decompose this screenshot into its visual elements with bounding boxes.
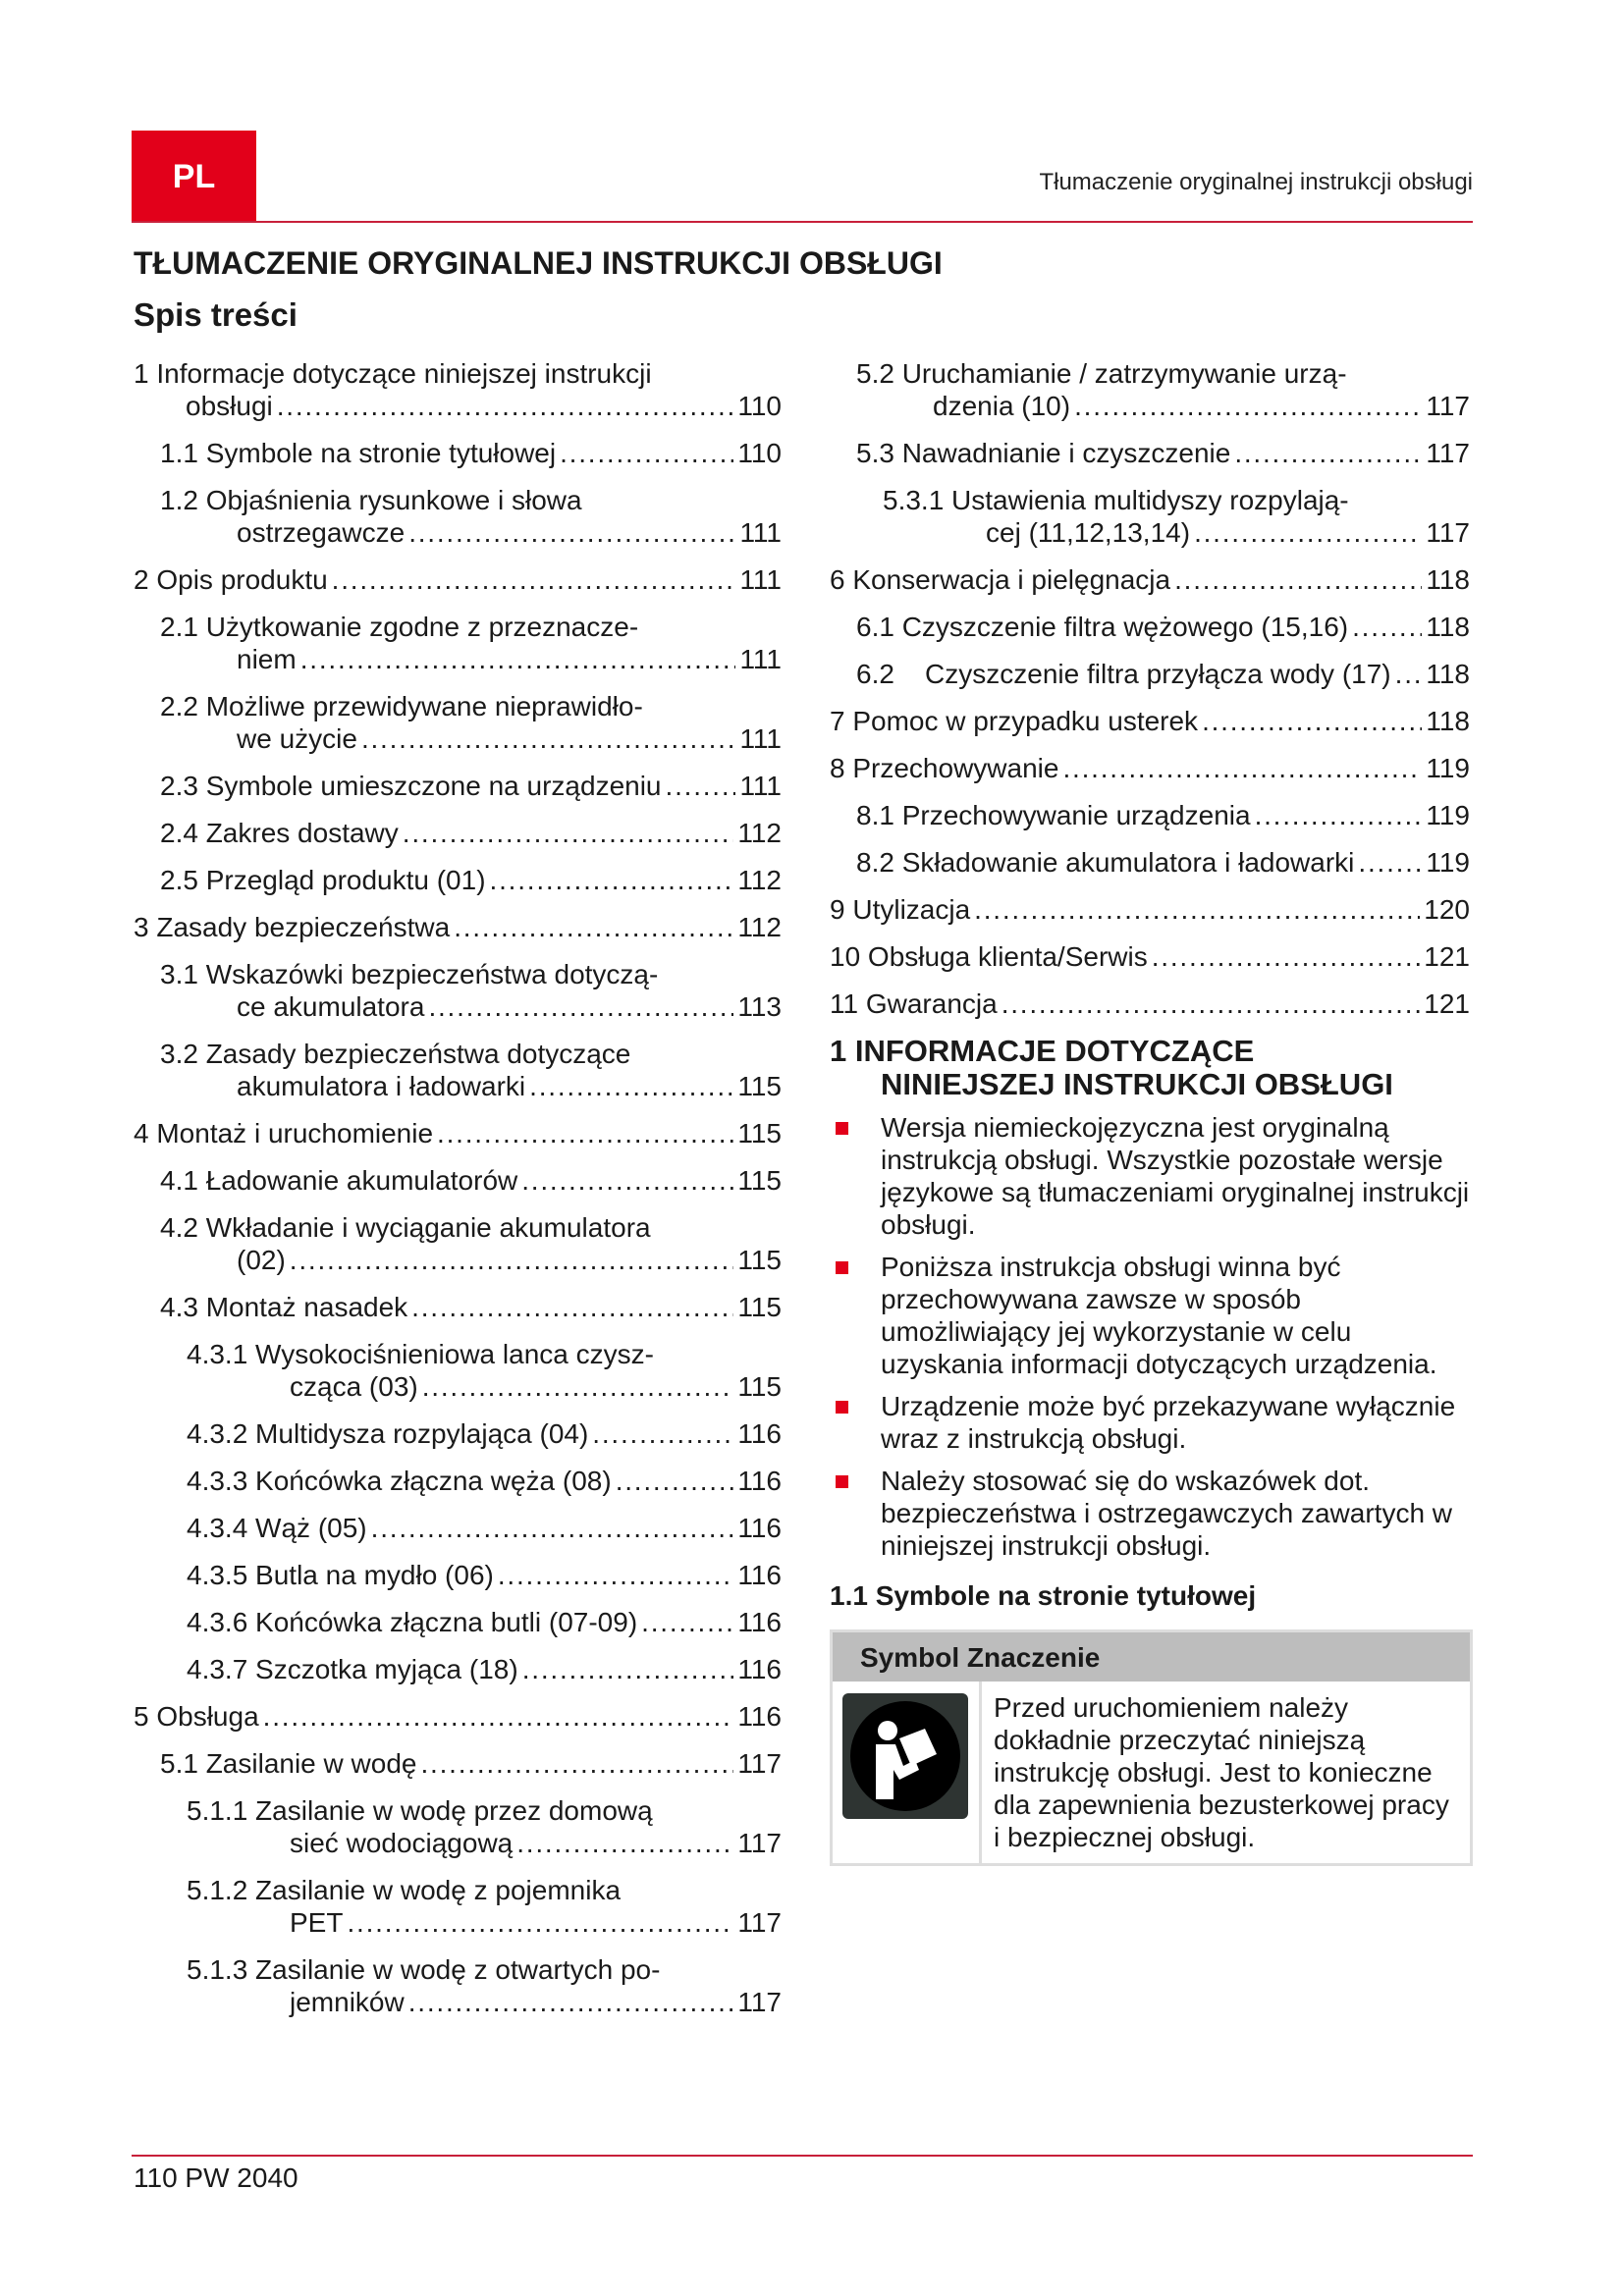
toc-title: Spis treści: [134, 296, 298, 333]
toc-entry-text: 11 Gwarancja: [830, 988, 998, 1019]
toc-entry[interactable]: [134, 1211, 782, 1276]
toc-page-number: 112: [737, 912, 782, 942]
toc-entry-text: 4.1 Ładowanie akumulatorów: [160, 1165, 518, 1196]
toc-entry-text: 1.1 Symbole na stronie tytułowej: [160, 438, 557, 468]
bullet-item: Należy stosować się do wskazówek dot. bezpieczeństwa i ostrzegawczych zawartych w niniejszej instrukcji obsługi.: [830, 1465, 1470, 1562]
toc-entry-text: niem: [237, 644, 297, 674]
toc-leader: [666, 770, 736, 802]
toc-page-number: 116: [737, 1607, 782, 1637]
toc-entry-text: 6.2 Czyszczenie filtra przyłącza wody (17): [856, 659, 1391, 689]
toc-entry-text: 8.1 Przechowywanie urządzenia: [856, 800, 1251, 830]
toc-entry[interactable]: [830, 437, 1470, 469]
toc-page-number: 118: [1426, 659, 1470, 689]
toc-leader: [290, 1244, 734, 1276]
toc-right-column: [830, 357, 1470, 1020]
toc-entry[interactable]: [134, 1417, 782, 1450]
toc-page-number: 118: [1426, 564, 1470, 595]
toc-entry[interactable]: [830, 357, 1470, 422]
toc-entry-text: 2.3 Symbole umieszczone na urządzeniu: [160, 771, 662, 801]
toc-entry-text: obsługi: [186, 391, 273, 421]
toc-page-number: 117: [737, 1828, 782, 1858]
toc-page-number: 117: [737, 1987, 782, 2017]
toc-entry-text: 1.2 Objaśnienia rysunkowe i słowa: [160, 485, 582, 515]
toc-entry-text: 10 Obsługa klienta/Serwis: [830, 941, 1148, 972]
toc-entry[interactable]: [134, 911, 782, 943]
toc-page-number: 116: [737, 1560, 782, 1590]
toc-leader: [1001, 988, 1421, 1020]
toc-entry-text: 5.2 Uruchamianie / zatrzymywanie urzą-: [856, 358, 1347, 389]
toc-entry[interactable]: [830, 988, 1470, 1020]
toc-page-number: 111: [739, 771, 782, 801]
table-header: Symbol Znaczenie: [833, 1632, 1470, 1682]
toc-entry-text: dzenia (10): [933, 391, 1071, 421]
toc-entry[interactable]: [134, 864, 782, 896]
toc-entry-text: 6.1 Czyszczenie filtra wężowego (15,16): [856, 612, 1349, 642]
toc-leader: [498, 1559, 734, 1591]
toc-entry-text: 4.3.1 Wysokociśnieniowa lanca czysz-: [187, 1339, 654, 1369]
toc-leader: [1234, 437, 1422, 469]
toc-entry-text: we użycie: [237, 723, 357, 754]
toc-entry-text: 3.1 Wskazówki bezpieczeństwa dotyczą-: [160, 959, 659, 989]
toc-leader: [1358, 846, 1422, 879]
toc-entry-text: 5 Obsługa: [134, 1701, 259, 1732]
toc-page-number: 116: [737, 1466, 782, 1496]
toc-page-number: 115: [737, 1292, 782, 1322]
toc-leader: [1074, 390, 1422, 422]
toc-leader: [490, 864, 734, 896]
toc-page-number: 115: [737, 1118, 782, 1148]
toc-leader: [300, 643, 736, 675]
toc-entry-text: (02): [237, 1245, 286, 1275]
toc-entry[interactable]: [134, 770, 782, 802]
toc-page-number: 111: [739, 517, 782, 548]
toc-entry-text: 1 Informacje dotyczące niniejszej instrukcji: [134, 358, 652, 389]
section-heading-line2: NINIEJSZEJ INSTRUKCJI OBSŁUGI: [881, 1067, 1393, 1101]
toc-entry-text: 4.3 Montaż nasadek: [160, 1292, 408, 1322]
toc-entry-text: 6 Konserwacja i pielęgnacja: [830, 564, 1171, 595]
toc-page-number: 121: [1424, 941, 1470, 972]
header-divider: [132, 221, 1473, 223]
toc-page-number: 113: [737, 991, 782, 1022]
bullet-item: Poniższa instrukcja obsługi winna być przechowywana zawsze w sposób umożliwiający jej wykorzystanie w celu uzyskania informacji dotyczących urządzenia.: [830, 1251, 1470, 1380]
toc-page-number: 118: [1426, 706, 1470, 736]
toc-entry-text: ostrzegawcze: [237, 517, 406, 548]
toc-leader: [277, 390, 734, 422]
toc-page-number: 112: [737, 818, 782, 848]
toc-entry-text: 5.1.2 Zasilanie w wodę z pojemnika: [187, 1875, 622, 1905]
toc-leader: [516, 1827, 733, 1859]
toc-entry-text: 4.3.2 Multidysza rozpylająca (04): [187, 1418, 589, 1449]
toc-page-number: 120: [1424, 894, 1470, 925]
toc-entry[interactable]: [134, 1559, 782, 1591]
toc-entry-text: cząca (03): [290, 1371, 418, 1402]
toc-entry-text: 7 Pomoc w przypadku usterek: [830, 706, 1199, 736]
toc-entry[interactable]: [134, 1953, 782, 2018]
toc-entry[interactable]: [134, 1117, 782, 1149]
toc-entry-text: 2.5 Przegląd produktu (01): [160, 865, 486, 895]
toc-entry[interactable]: [134, 437, 782, 469]
toc-page-number: 111: [739, 644, 782, 674]
toc-page-number: 115: [737, 1165, 782, 1196]
toc-page-number: 110: [737, 438, 782, 468]
toc-entry-text: 5.3 Nawadnianie i czyszczenie: [856, 438, 1231, 468]
toc-leader: [1255, 799, 1423, 831]
section-heading-line1: 1 INFORMACJE DOTYCZĄCE: [830, 1034, 1255, 1068]
table-meaning: Przed uruchomieniem należy dokładnie przeczytać niniejszą instrukcję obsługi. Jest to konieczne dla zapewnienia bezusterkowej pracy i bezpiecznej obsługi.: [994, 1692, 1449, 1852]
toc-entry-text: cej (11,12,13,14): [986, 517, 1191, 548]
toc-entry[interactable]: [830, 940, 1470, 973]
toc-page-number: 117: [737, 1748, 782, 1779]
toc-leader: [411, 1291, 733, 1323]
toc-leader: [1152, 940, 1421, 973]
footer-divider: [132, 2155, 1473, 2157]
language-badge: PL: [132, 131, 256, 223]
toc-leader: [529, 1070, 733, 1102]
toc-entry-text: 2.2 Możliwe przewidywane nieprawidło-: [160, 691, 643, 721]
toc-entry-text: 5.3.1 Ustawienia multidyszy rozpylają-: [883, 485, 1349, 515]
page-title: TŁUMACZENIE ORYGINALNEJ INSTRUKCJI OBSŁUGI: [134, 245, 943, 281]
toc-entry[interactable]: [830, 705, 1470, 737]
toc-leader: [420, 1747, 733, 1780]
toc-entry-text: 4.2 Wkładanie i wyciąganie akumulatora: [160, 1212, 651, 1243]
toc-leader: [1062, 752, 1422, 784]
toc-page-number: 111: [739, 723, 782, 754]
toc-leader: [428, 990, 733, 1023]
toc-entry-text: 2 Opis produktu: [134, 564, 328, 595]
toc-entry[interactable]: [830, 484, 1470, 549]
toc-entry-text: 4.3.5 Butla na mydło (06): [187, 1560, 494, 1590]
toc-entry-text: 4.3.6 Końcówka złączna butli (07-09): [187, 1607, 638, 1637]
toc-leader: [371, 1512, 734, 1544]
toc-entry-text: jemników: [290, 1987, 405, 2017]
table-row: [833, 1682, 1470, 1863]
toc-entry-text: 5.1.1 Zasilanie w wodę przez domową: [187, 1795, 653, 1826]
toc-entry[interactable]: [134, 1700, 782, 1733]
toc-leader: [641, 1606, 733, 1638]
toc-entry[interactable]: [134, 1512, 782, 1544]
toc-leader: [422, 1370, 734, 1403]
toc-entry-text: 3 Zasady bezpieczeństwa: [134, 912, 451, 942]
toc-page-number: 118: [1426, 612, 1470, 642]
toc-entry-text: 2.4 Zakres dostawy: [160, 818, 399, 848]
toc-entry[interactable]: [134, 1465, 782, 1497]
toc-leader: [454, 911, 733, 943]
toc-page-number: 116: [737, 1513, 782, 1543]
toc-entry-text: 8.2 Składowanie akumulatora i ładowarki: [856, 847, 1355, 878]
toc-page-number: 116: [737, 1701, 782, 1732]
toc-leader: [437, 1117, 733, 1149]
toc-entry-text: 4 Montaż i uruchomienie: [134, 1118, 434, 1148]
read-manual-icon: [842, 1693, 968, 1819]
toc-page-number: 117: [1426, 517, 1470, 548]
toc-leader: [1194, 516, 1422, 549]
toc-entry[interactable]: [134, 357, 782, 422]
toc-page-number: 119: [1426, 847, 1470, 878]
toc-leader: [403, 817, 734, 849]
toc-page-number: 110: [737, 391, 782, 421]
toc-entry-text: ce akumulatora: [237, 991, 425, 1022]
toc-page-number: 116: [737, 1654, 782, 1684]
toc-leader: [1202, 705, 1422, 737]
footer-page-number: 110 PW 2040: [134, 2163, 298, 2193]
toc-leader: [616, 1465, 734, 1497]
toc-entry-text: 5.1 Zasilanie w wodę: [160, 1748, 417, 1779]
toc-entry[interactable]: [830, 611, 1470, 643]
toc-entry[interactable]: [830, 893, 1470, 926]
toc-leader: [1352, 611, 1422, 643]
toc-entry[interactable]: [134, 1338, 782, 1403]
toc-leader: [361, 722, 736, 755]
toc-page-number: 121: [1424, 988, 1470, 1019]
toc-entry-text: 5.1.3 Zasilanie w wodę z otwartych po-: [187, 1954, 661, 1985]
toc-page-number: 115: [737, 1371, 782, 1402]
toc-entry[interactable]: [134, 484, 782, 549]
toc-entry-text: 4.3.3 Końcówka złączna węża (08): [187, 1466, 612, 1496]
toc-entry[interactable]: [134, 958, 782, 1023]
toc-leader: [592, 1417, 733, 1450]
toc-leader: [521, 1164, 733, 1197]
toc-entry[interactable]: [134, 611, 782, 675]
toc-page-number: 117: [1426, 438, 1470, 468]
toc-leader: [560, 437, 733, 469]
toc-leader: [1174, 563, 1422, 596]
toc-page-number: 116: [737, 1418, 782, 1449]
bullet-item: Urządzenie może być przekazywane wyłącznie wraz z instrukcją obsługi.: [830, 1390, 1470, 1455]
toc-leader: [408, 516, 735, 549]
toc-entry-text: 9 Utylizacja: [830, 894, 971, 925]
toc-entry[interactable]: [134, 1794, 782, 1859]
toc-entry[interactable]: [134, 1291, 782, 1323]
toc-entry[interactable]: [134, 690, 782, 755]
toc-leader: [1395, 658, 1423, 690]
toc-entry[interactable]: [134, 1653, 782, 1685]
toc-entry-text: akumulatora i ładowarki: [237, 1071, 526, 1101]
toc-entry-text: 2.1 Użytkowanie zgodne z przeznacze-: [160, 612, 639, 642]
section-heading: [830, 1035, 1470, 1101]
toc-page-number: 117: [1426, 391, 1470, 421]
toc-entry-text: 3.2 Zasady bezpieczeństwa dotyczące: [160, 1039, 631, 1069]
toc-leader: [332, 563, 736, 596]
toc-entry-text: 8 Przechowywanie: [830, 753, 1059, 783]
toc-leader: [347, 1906, 733, 1939]
toc-entry-text: sieć wodociągową: [290, 1828, 514, 1858]
symbol-table: [830, 1629, 1473, 1866]
toc-entry[interactable]: [134, 817, 782, 849]
toc-leader: [408, 1986, 734, 2018]
bullet-item: Wersja niemieckojęzyczna jest oryginalną instrukcją obsługi. Wszystkie pozostałe wersje językowe są tłumaczeniami oryginalnej instrukcji obsługi.: [830, 1111, 1470, 1241]
running-title: Tłumaczenie oryginalnej instrukcji obsługi: [1039, 169, 1473, 195]
toc-entry[interactable]: [830, 752, 1470, 784]
toc-entry[interactable]: [134, 1164, 782, 1197]
toc-entry[interactable]: [830, 799, 1470, 831]
toc-entry-text: PET: [290, 1907, 344, 1938]
toc-page-number: 115: [737, 1071, 782, 1101]
toc-left-column: [134, 357, 782, 2033]
toc-page-number: 119: [1426, 800, 1470, 830]
subsection-heading: 1.1 Symbole na stronie tytułowej: [830, 1580, 1257, 1611]
toc-entry[interactable]: [830, 846, 1470, 879]
toc-entry[interactable]: [134, 1606, 782, 1638]
toc-page-number: 111: [739, 564, 782, 595]
toc-page-number: 112: [737, 865, 782, 895]
right-column: [830, 357, 1470, 1866]
toc-entry[interactable]: [830, 563, 1470, 596]
toc-page-number: 115: [737, 1245, 782, 1275]
toc-leader: [263, 1700, 734, 1733]
toc-page-number: 119: [1426, 753, 1470, 783]
toc-entry[interactable]: [134, 563, 782, 596]
toc-entry-text: 4.3.7 Szczotka myjąca (18): [187, 1654, 518, 1684]
toc-leader: [522, 1653, 734, 1685]
toc-entry[interactable]: [134, 1747, 782, 1780]
toc-entry-text: 4.3.4 Wąż (05): [187, 1513, 367, 1543]
toc-entry[interactable]: [134, 1874, 782, 1939]
toc-leader: [974, 893, 1420, 926]
toc-entry[interactable]: [134, 1038, 782, 1102]
toc-entry[interactable]: [830, 658, 1470, 690]
toc-page-number: 117: [737, 1907, 782, 1938]
